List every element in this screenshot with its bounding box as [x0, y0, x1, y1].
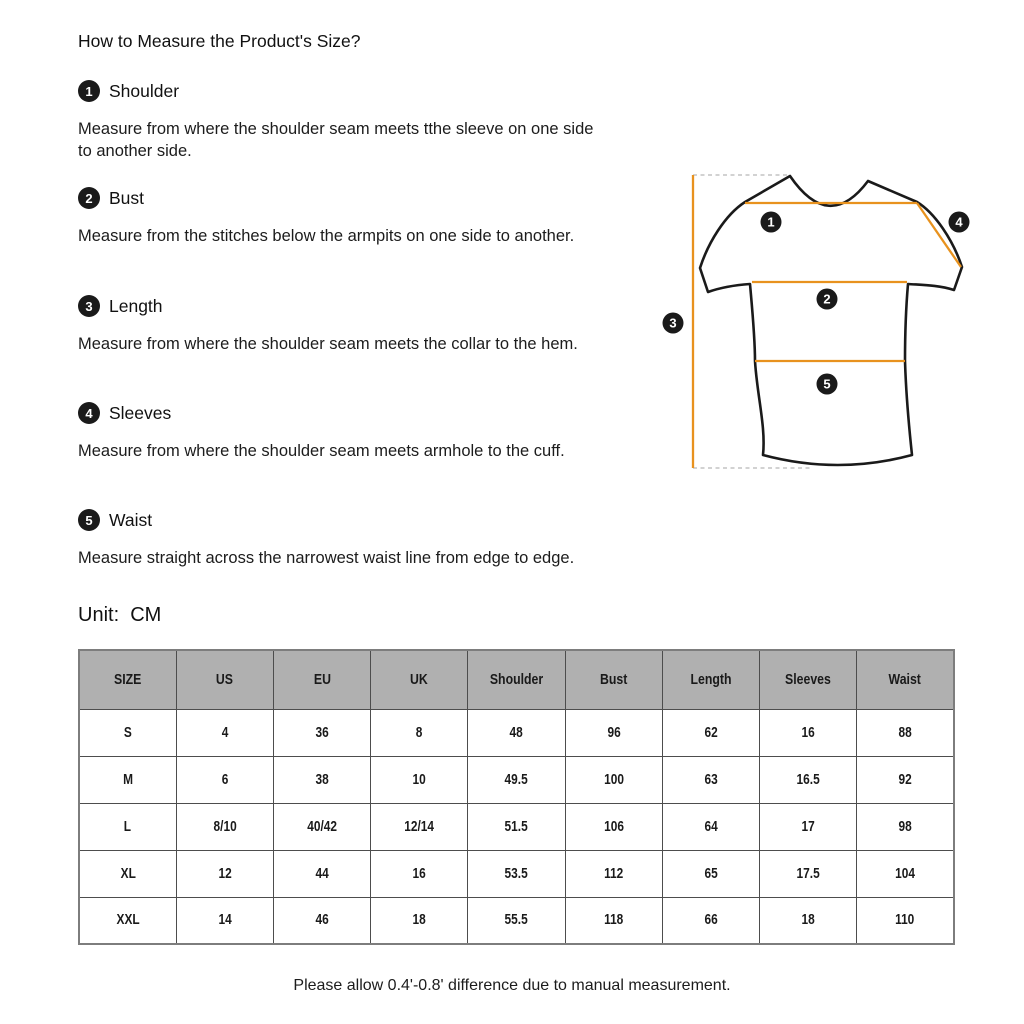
column-header-us — [176, 650, 273, 709]
column-header-label: Shoulder — [489, 671, 544, 689]
table-cell — [857, 897, 954, 944]
table-cell-value: 96 — [607, 724, 621, 741]
table-cell — [273, 756, 370, 803]
table-cell — [857, 709, 954, 756]
page-title: How to Measure the Product's Size? — [78, 31, 361, 51]
size-table-body — [79, 709, 954, 944]
column-header-eu — [273, 650, 370, 709]
section-label: Shoulder — [109, 80, 180, 101]
table-cell — [662, 897, 759, 944]
table-cell-value: 110 — [895, 912, 915, 929]
section-heading — [78, 509, 600, 531]
table-cell — [468, 709, 565, 756]
table-cell-value: 64 — [704, 818, 718, 835]
table-row-xxl — [79, 897, 954, 944]
table-cell-value: S — [123, 724, 132, 741]
table-cell-value: 118 — [604, 912, 624, 929]
tshirt-measurement-diagram — [640, 155, 1020, 485]
marker-5-number: 5 — [823, 376, 831, 392]
size-table-head — [79, 650, 954, 709]
section-description: Measure from where the shoulder seam meets tthe sleeve on one side to another side. — [78, 120, 594, 160]
table-cell — [79, 756, 176, 803]
size-table — [78, 649, 955, 945]
table-cell-value: 16 — [412, 865, 426, 882]
table-cell — [468, 756, 565, 803]
table-cell-value: 18 — [412, 912, 426, 929]
table-cell-value: 18 — [801, 912, 815, 929]
section-description: Measure from the stitches below the armpits on one side to another. — [78, 227, 575, 245]
table-header-row — [79, 650, 954, 709]
column-header-label: Length — [690, 671, 732, 689]
table-cell-value: 4 — [221, 724, 229, 741]
table-cell — [662, 803, 759, 850]
table-cell-value: XXL — [116, 912, 140, 929]
table-cell-value: 53.5 — [504, 865, 529, 882]
table-cell-value: 8/10 — [213, 818, 237, 835]
column-header-label: EU — [313, 671, 331, 689]
table-cell-value: 14 — [218, 912, 232, 929]
table-cell — [273, 897, 370, 944]
table-cell-value: 10 — [412, 771, 426, 788]
section-length — [78, 295, 600, 355]
column-header-length — [662, 650, 759, 709]
table-cell — [371, 803, 468, 850]
table-cell — [760, 756, 857, 803]
table-cell — [176, 709, 273, 756]
table-cell-value: 106 — [603, 818, 624, 835]
section-description: Measure straight across the narrowest waist line from edge to edge. — [78, 549, 575, 567]
table-cell — [371, 709, 468, 756]
table-cell — [273, 803, 370, 850]
column-header-uk — [371, 650, 468, 709]
table-cell-value: 92 — [898, 771, 912, 788]
table-cell — [565, 756, 662, 803]
table-cell — [79, 850, 176, 897]
column-header-sleeves — [760, 650, 857, 709]
table-row-m — [79, 756, 954, 803]
table-cell — [857, 756, 954, 803]
table-cell — [760, 897, 857, 944]
tshirt-outline-icon — [700, 176, 962, 465]
marker-shoulder — [761, 212, 782, 233]
table-cell-value: 98 — [898, 818, 912, 835]
table-cell — [565, 897, 662, 944]
table-cell-value: 104 — [895, 865, 916, 882]
column-header-waist — [857, 650, 954, 709]
section-label: Sleeves — [109, 402, 172, 423]
table-cell — [760, 850, 857, 897]
table-cell — [565, 850, 662, 897]
section-label: Waist — [109, 509, 153, 530]
step-number-badge: 2 — [78, 187, 100, 209]
table-cell — [176, 897, 273, 944]
table-cell-value: 12/14 — [404, 818, 435, 835]
table-cell — [79, 897, 176, 944]
step-number-badge: 3 — [78, 295, 100, 317]
table-cell-value: 17 — [801, 818, 815, 835]
table-cell-value: M — [122, 771, 133, 788]
table-cell — [760, 709, 857, 756]
marker-3-number: 3 — [669, 315, 677, 331]
section-heading — [78, 187, 600, 209]
table-cell — [662, 756, 759, 803]
table-cell-value: 48 — [509, 724, 524, 741]
table-cell-value: 49.5 — [504, 771, 529, 788]
step-number-badge: 4 — [78, 402, 100, 424]
marker-bust — [817, 289, 838, 310]
table-cell — [79, 803, 176, 850]
marker-2-number: 2 — [823, 291, 831, 307]
table-cell-value: 51.5 — [504, 818, 529, 835]
table-row-xl — [79, 850, 954, 897]
column-header-label: Bust — [600, 671, 628, 689]
table-cell-value: 6 — [221, 771, 229, 788]
table-cell-value: 12 — [218, 865, 232, 882]
table-cell — [468, 850, 565, 897]
unit-label: Unit: CM — [78, 604, 162, 626]
footer-note: Please allow 0.4'-0.8' difference due to manual measurement. — [293, 977, 731, 994]
column-header-label: Waist — [888, 671, 922, 689]
section-shoulder — [78, 80, 600, 162]
table-row-s — [79, 709, 954, 756]
table-cell — [662, 850, 759, 897]
column-header-bust — [565, 650, 662, 709]
column-header-label: SIZE — [114, 671, 142, 689]
table-cell-value: 16 — [801, 724, 815, 741]
table-cell-value: 44 — [315, 865, 329, 882]
section-heading — [78, 295, 600, 317]
section-waist — [78, 509, 600, 569]
marker-4-number: 4 — [955, 214, 963, 230]
section-sleeves — [78, 402, 600, 462]
table-cell — [371, 897, 468, 944]
table-cell — [760, 803, 857, 850]
table-cell-value: 16.5 — [796, 771, 820, 788]
section-bust — [78, 187, 600, 247]
table-cell — [273, 709, 370, 756]
table-cell-value: 63 — [704, 771, 718, 788]
table-cell-value: 8 — [415, 724, 423, 741]
table-cell — [468, 897, 565, 944]
step-number-badge: 5 — [78, 509, 100, 531]
table-row-l — [79, 803, 954, 850]
section-description: Measure from where the shoulder seam meets the collar to the hem. — [78, 335, 578, 353]
column-header-label: US — [216, 671, 234, 689]
table-cell-value: 65 — [704, 865, 718, 882]
table-cell-value: 112 — [604, 865, 624, 882]
table-cell-value: 36 — [315, 724, 329, 741]
table-cell — [371, 850, 468, 897]
table-cell — [79, 709, 176, 756]
step-number-badge: 1 — [78, 80, 100, 102]
table-cell — [371, 756, 468, 803]
column-header-label: UK — [410, 671, 429, 689]
table-cell-value: 100 — [603, 771, 624, 788]
column-header-shoulder — [468, 650, 565, 709]
section-label: Length — [109, 295, 163, 316]
table-cell — [176, 850, 273, 897]
table-cell-value: L — [124, 818, 132, 835]
table-cell-value: 66 — [704, 912, 718, 929]
table-cell — [565, 709, 662, 756]
column-header-size — [79, 650, 176, 709]
table-cell — [468, 803, 565, 850]
column-header-label: Sleeves — [785, 671, 832, 689]
marker-sleeves — [949, 212, 970, 233]
table-cell-value: XL — [120, 865, 136, 882]
section-label: Bust — [109, 187, 145, 208]
table-cell — [176, 756, 273, 803]
table-cell — [662, 709, 759, 756]
table-cell-value: 40/42 — [307, 818, 337, 835]
table-cell-value: 55.5 — [504, 912, 529, 929]
section-heading — [78, 402, 600, 424]
marker-1-number: 1 — [767, 214, 775, 230]
section-heading — [78, 80, 600, 102]
table-cell-value: 17.5 — [796, 865, 820, 882]
marker-waist — [817, 374, 838, 395]
table-cell-value: 62 — [704, 724, 718, 741]
table-cell — [857, 803, 954, 850]
table-cell-value: 88 — [898, 724, 912, 741]
table-cell — [176, 803, 273, 850]
marker-length — [663, 313, 684, 334]
table-cell — [565, 803, 662, 850]
table-cell-value: 38 — [315, 771, 329, 788]
table-cell-value: 46 — [315, 912, 329, 929]
table-cell — [857, 850, 954, 897]
table-cell — [273, 850, 370, 897]
section-description: Measure from where the shoulder seam meets armhole to the cuff. — [78, 442, 565, 460]
